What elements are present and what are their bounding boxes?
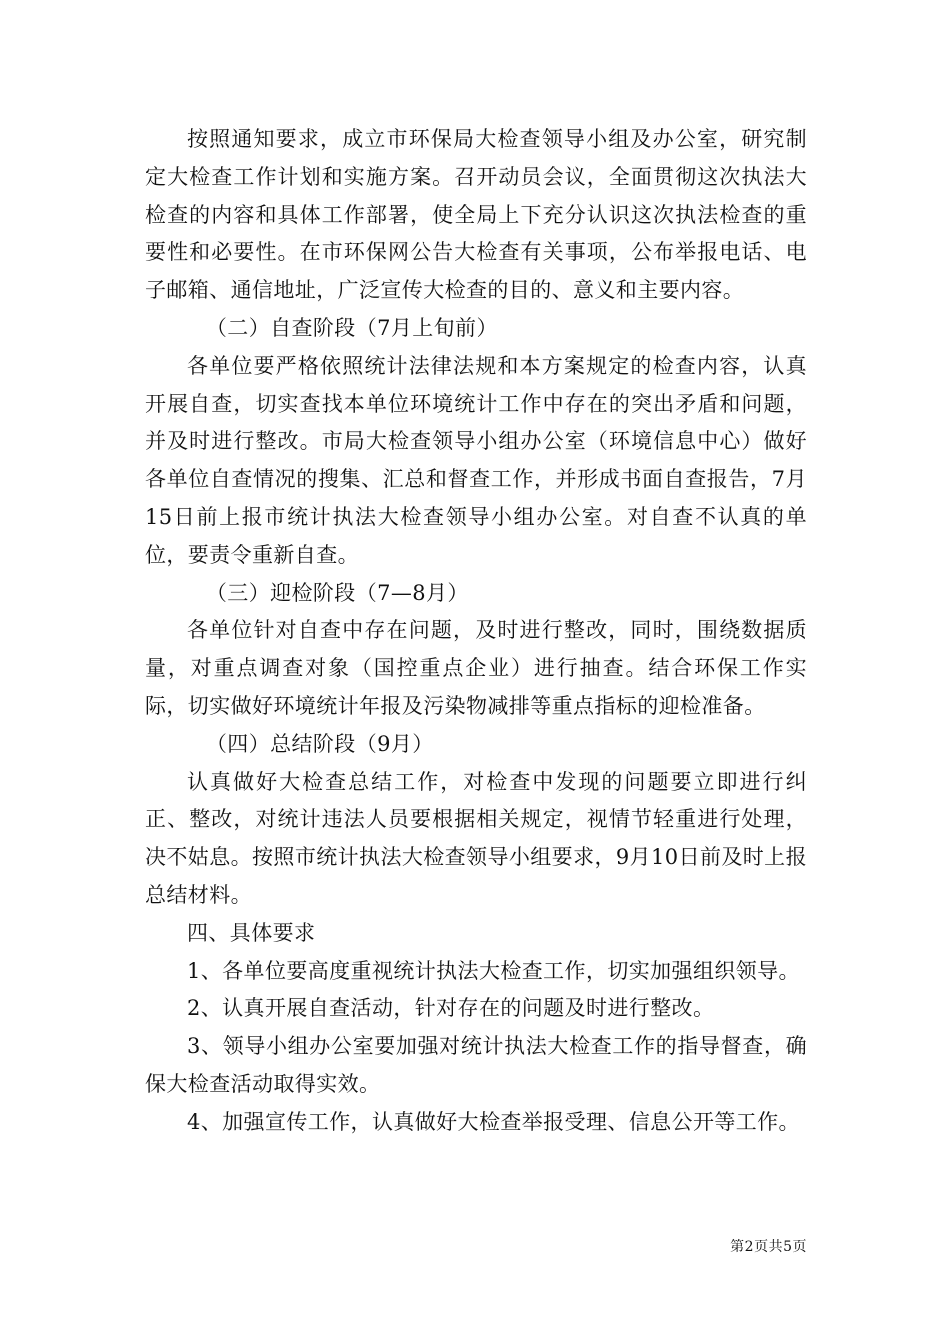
section-heading-inspection: （三）迎检阶段（7—8月）	[205, 580, 469, 605]
requirement-item-3: 3、领导小组办公室要加强对统计执法大检查工作的指导督查，确保大检查活动取得实效。	[145, 1034, 807, 1096]
document-body	[145, 121, 807, 1142]
section-heading-summary: （四）总结阶段（9月）	[205, 731, 434, 756]
paragraph-summary: 认真做好大检查总结工作，对检查中发现的问题要立即进行纠正、整改，对统计违法人员要根据相关规定，视情节轻重进行处理，决不姑息。按照市统计执法大检查领导小组要求，9月10日前及时上报总结材料。	[145, 769, 807, 907]
page-number: 第2页共5页	[730, 1239, 807, 1255]
paragraph-self-check: 各单位要严格依照统计法律法规和本方案规定的检查内容，认真开展自查，切实查找本单位环境统计工作中存在的突出矛盾和问题，并及时进行整改。市局大检查领导小组办公室（环境信息中心）做好各单位自查情况的搜集、汇总和督查工作，并形成书面自查报告，7月15日前上报市统计执法大检查领导小组办公室。对自查不认真的单位，要责令重新自查。	[145, 353, 807, 567]
requirement-item-2: 2、认真开展自查活动，针对存在的问题及时进行整改。	[187, 996, 715, 1021]
paragraph-inspection: 各单位针对自查中存在问题，及时进行整改，同时，围绕数据质量，对重点调查对象（国控重点企业）进行抽查。结合环保工作实际，切实做好环境统计年报及污染物减排等重点指标的迎检准备。	[145, 618, 807, 718]
section-heading-requirements: 四、具体要求	[187, 920, 316, 945]
paragraph-preparation: 按照通知要求，成立市环保局大检查领导小组及办公室，研究制定大检查工作计划和实施方案。召开动员会议，全面贯彻这次执法大检查的内容和具体工作部署，使全局上下充分认识这次执法检查的重要性和必要性。在市环保网公告大检查有关事项，公布举报电话、电子邮箱、通信地址，广泛宣传大检查的目的、意义和主要内容。	[145, 127, 807, 303]
section-heading-self-check: （二）自查阶段（7月上旬前）	[205, 315, 498, 340]
requirement-item-1: 1、各单位要高度重视统计执法大检查工作，切实加强组织领导。	[187, 958, 800, 983]
requirement-item-4: 4、加强宣传工作，认真做好大检查举报受理、信息公开等工作。	[187, 1109, 800, 1134]
